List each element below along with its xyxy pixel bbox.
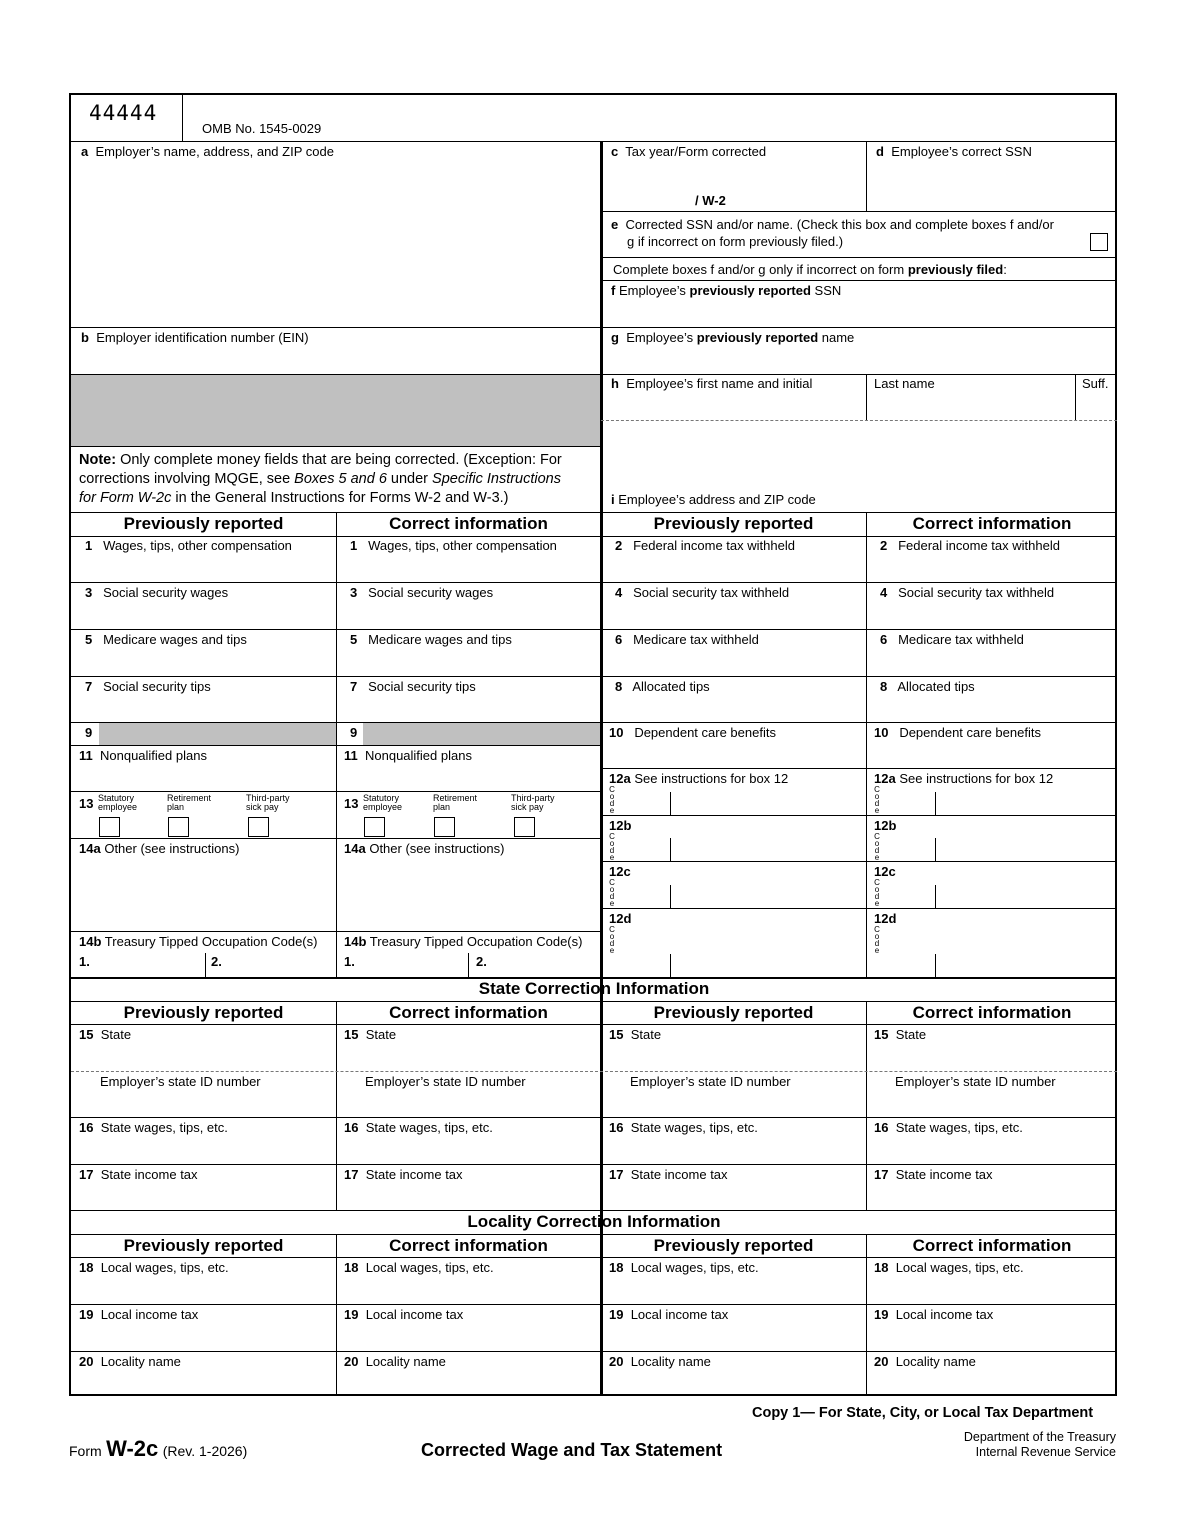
- box-20-prev-2[interactable]: 20 Locality name: [609, 1354, 711, 1369]
- box-f-label: f Employee’s previously reported SSN: [611, 283, 842, 298]
- state-id-prev-2[interactable]: Employer’s state ID number: [630, 1074, 791, 1089]
- box-12d-correct[interactable]: 12d: [874, 911, 897, 926]
- box-5-prev[interactable]: 5 Medicare wages and tips: [85, 632, 247, 647]
- box-2-correct[interactable]: 2 Federal income tax withheld: [880, 538, 1060, 553]
- box-11-prev[interactable]: 11 Nonqualified plans: [79, 748, 207, 763]
- header-correct-left: Correct information: [389, 514, 548, 533]
- box-19-prev-2[interactable]: 19 Local income tax: [609, 1307, 729, 1322]
- state-id-prev-1[interactable]: Employer’s state ID number: [100, 1074, 261, 1089]
- box-h-suffix: Suff.: [1082, 376, 1109, 391]
- box-19-correct-1[interactable]: 19 Local income tax: [344, 1307, 464, 1322]
- box-15-correct-2[interactable]: 15 State: [874, 1027, 927, 1042]
- third-party-sick-pay-checkbox-prev[interactable]: [248, 817, 269, 837]
- box-6-correct[interactable]: 6 Medicare tax withheld: [880, 632, 1024, 647]
- box-19-prev-1[interactable]: 19 Local income tax: [79, 1307, 199, 1322]
- box-c-label: c Tax year/Form corrected: [611, 144, 767, 159]
- box-14a-prev[interactable]: 14a Other (see instructions): [79, 841, 240, 856]
- box-4-correct[interactable]: 4 Social security tax withheld: [880, 585, 1055, 600]
- box-g-label: g Employee’s previously reported name: [611, 330, 855, 345]
- retirement-plan-checkbox-correct[interactable]: [434, 817, 455, 837]
- box-10-prev[interactable]: 10 Dependent care benefits: [609, 725, 776, 740]
- box-3-correct[interactable]: 3 Social security wages: [350, 585, 494, 600]
- box-16-correct-1[interactable]: 16 State wages, tips, etc.: [344, 1120, 493, 1135]
- box-20-correct-1[interactable]: 20 Locality name: [344, 1354, 446, 1369]
- locality-correction-title: Locality Correction Information: [467, 1212, 721, 1231]
- box-17-prev-1[interactable]: 17 State income tax: [79, 1167, 198, 1182]
- box-i-label: i Employee’s address and ZIP code: [611, 492, 816, 507]
- box-15-correct-1[interactable]: 15 State: [344, 1027, 397, 1042]
- form-number: Form W-2c (Rev. 1-2026): [69, 1436, 248, 1461]
- state-correction-title: State Correction Information: [478, 979, 710, 998]
- box-11-correct[interactable]: 11 Nonqualified plans: [344, 748, 472, 763]
- third-party-sick-pay-checkbox-correct[interactable]: [514, 817, 535, 837]
- box-12a-prev[interactable]: 12a See instructions for box 12: [609, 771, 789, 786]
- state-id-correct-1[interactable]: Employer’s state ID number: [365, 1074, 526, 1089]
- box-6-prev[interactable]: 6 Medicare tax withheld: [615, 632, 759, 647]
- omb-number: OMB No. 1545-0029: [202, 121, 322, 136]
- box-16-prev-2[interactable]: 16 State wages, tips, etc.: [609, 1120, 758, 1135]
- state-id-correct-2[interactable]: Employer’s state ID number: [895, 1074, 1056, 1089]
- box-h-label: h Employee’s first name and initial: [611, 376, 813, 391]
- box-3-prev[interactable]: 3 Social security wages: [85, 585, 229, 600]
- box-12c-correct[interactable]: 12c: [874, 864, 896, 879]
- box-c-value[interactable]: / W-2: [695, 193, 726, 208]
- box-4-prev[interactable]: 4 Social security tax withheld: [615, 585, 790, 600]
- box-16-correct-2[interactable]: 16 State wages, tips, etc.: [874, 1120, 1023, 1135]
- box-12b-prev[interactable]: 12b: [609, 818, 632, 833]
- box-18-correct-1[interactable]: 18 Local wages, tips, etc.: [344, 1260, 494, 1275]
- box-17-prev-2[interactable]: 17 State income tax: [609, 1167, 728, 1182]
- w2c-form: 44444 OMB No. 1545-0029 a Employer’s name, address, and ZIP code b Employer identification number (EIN) Note: Only complete money fields that are being corrected. (Exception: For corrections involving MQGE, see Boxes 5 and 6 under Specific Instructions for Form W-2c in the General Instructions for Forms W-2 and W-3.) c Tax year/Form corrected / W-2 d Employee’s correct SSN e Corrected SSN and/or name. (Check this box and complete boxes f and/or g if incorrect on form previously filed.) Complete boxes f and/or g only if incorrect on form previously filed: f Employee’s previously reported SSN g Employee’s previously reported name h Employee’s first name and initial Last name Suff. i Employee’s address and ZIP code Previously reported Correct information Previously reported Correct information 1 Wages, tips, other compensation 1 Wages, tips, other compensation 3 Social security wages 3 Social security wages 5 Medicare wages and tips 5 Medicare wages and tips 7 Social security tips 7 Social security tips 2 Federal income tax withheld 2 Federal income tax withheld 4 Social security tax withheld 4 Social security tax withheld 6 Medicare tax withheld 6 Medicare tax withheld 8 Allocated tips 8 Allocated tips 10 Dependent care benefits 10 Dependent care benefits 9 9 11 Nonqualified plans 11 Nonqualified plans 13 Statutory employee Retirement plan Third-party sick pay 13 Statutory employee Retirement plan Third-party sick pay 14a Other (see instructions) 14a Other (see instructions) 14b Treasury Tipped Occupation Code(s) 1. 2. 14b Treasury Tipped Occupation Code(s) 1. 2. 12a See instructions for box 12 12a See instructions for box 12 12b 12b 12c 12c 12d 12d C o d e C o d e C o d e C o d e C o d e C o d e C o d e C o d e State Correction Information Previously reported Correct information Previously reported Correct information 15 State 15 State 15 State 15 State Employer’s state ID number Employer’s state ID number Employer’s state ID number Employer’s state ID number 16 State wages, tips, etc. 16 State wages, tips, etc. 16 State wages, tips, etc. 16 State wages, tips, etc. 17 State income tax 17 State income tax 17 State income tax 17 State income tax Locality Correction Information Previously reported Correct information Previously reported Correct information 18 Local wages, tips, etc. 18 Local wages, tips, etc. 18 Local wages, tips, etc. 18 Local wages, tips, etc. 19 Local income tax 19 Local income tax 19 Local income tax 19 Local income tax 20 Locality name 20 Locality name 20 Locality name 20 Locality name: [69, 93, 1117, 1396]
- box-e-label: e Corrected SSN and/or name. (Check this box and complete boxes f and/or: [611, 217, 1054, 232]
- box-14b-prev[interactable]: 14b Treasury Tipped Occupation Code(s): [79, 934, 318, 949]
- box-12b-correct[interactable]: 12b: [874, 818, 897, 833]
- irs-department: Department of the Treasury Internal Revenue Service: [963, 1430, 1116, 1459]
- box-16-prev-1[interactable]: 16 State wages, tips, etc.: [79, 1120, 228, 1135]
- box-b-label: b Employer identification number (EIN): [81, 330, 309, 345]
- box-8-prev[interactable]: 8 Allocated tips: [615, 679, 710, 694]
- box-5-correct[interactable]: 5 Medicare wages and tips: [350, 632, 512, 647]
- box-18-prev-1[interactable]: 18 Local wages, tips, etc.: [79, 1260, 229, 1275]
- statutory-employee-checkbox-correct[interactable]: [364, 817, 385, 837]
- box-h-last-name: Last name: [874, 376, 935, 391]
- box-19-correct-2[interactable]: 19 Local income tax: [874, 1307, 994, 1322]
- box-12c-prev[interactable]: 12c: [609, 864, 631, 879]
- money-fields-note: Note: Only complete money fields that are being corrected. (Exception: For corrections involving MQGE, see Boxes 5 and 6 under Specific Instructions for Form W-2c in the General Instructions for Forms W-2 and W-3.): [79, 452, 562, 506]
- copy-designation: Copy 1— For State, City, or Local Tax Department: [752, 1405, 1094, 1421]
- box-17-correct-2[interactable]: 17 State income tax: [874, 1167, 993, 1182]
- box-e-checkbox[interactable]: [1090, 233, 1108, 251]
- box-12d-prev[interactable]: 12d: [609, 911, 632, 926]
- box-18-correct-2[interactable]: 18 Local wages, tips, etc.: [874, 1260, 1024, 1275]
- form-title: Corrected Wage and Tax Statement: [421, 1440, 723, 1460]
- box-2-prev[interactable]: 2 Federal income tax withheld: [615, 538, 795, 553]
- box-1-correct[interactable]: 1 Wages, tips, other compensation: [350, 538, 557, 553]
- box-14b-correct[interactable]: 14b Treasury Tipped Occupation Code(s): [344, 934, 583, 949]
- box-15-prev-2[interactable]: 15 State: [609, 1027, 662, 1042]
- control-number: 44444: [89, 101, 158, 125]
- box-9-prev: 9: [85, 725, 93, 740]
- box-18-prev-2[interactable]: 18 Local wages, tips, etc.: [609, 1260, 759, 1275]
- header-correct-right: Correct information: [912, 514, 1072, 533]
- box-10-correct[interactable]: 10 Dependent care benefits: [874, 725, 1041, 740]
- header-prev-left: Previously reported: [123, 514, 284, 533]
- box-20-correct-2[interactable]: 20 Locality name: [874, 1354, 976, 1369]
- shaded-area: [71, 375, 600, 446]
- box-e-label-2: g if incorrect on form previously filed.): [627, 234, 844, 249]
- box-12a-correct[interactable]: 12a See instructions for box 12: [874, 771, 1054, 786]
- box-9-correct: 9: [350, 725, 358, 740]
- box-7-prev[interactable]: 7 Social security tips: [85, 679, 211, 694]
- box-17-correct-1[interactable]: 17 State income tax: [344, 1167, 463, 1182]
- box-1-prev[interactable]: 1 Wages, tips, other compensation: [85, 538, 292, 553]
- box-14a-correct[interactable]: 14a Other (see instructions): [344, 841, 505, 856]
- box-d-label: d Employee’s correct SSN: [876, 144, 1032, 159]
- retirement-plan-checkbox-prev[interactable]: [168, 817, 189, 837]
- statutory-employee-checkbox-prev[interactable]: [99, 817, 120, 837]
- box-8-correct[interactable]: 8 Allocated tips: [880, 679, 975, 694]
- complete-fg-instruction: Complete boxes f and/or g only if incorrect on form previously filed:: [613, 262, 1007, 277]
- box-15-prev-1[interactable]: 15 State: [79, 1027, 132, 1042]
- box-20-prev-1[interactable]: 20 Locality name: [79, 1354, 181, 1369]
- box-7-correct[interactable]: 7 Social security tips: [350, 679, 476, 694]
- box-a-label: a Employer’s name, address, and ZIP code: [81, 144, 334, 159]
- header-prev-right: Previously reported: [653, 514, 814, 533]
